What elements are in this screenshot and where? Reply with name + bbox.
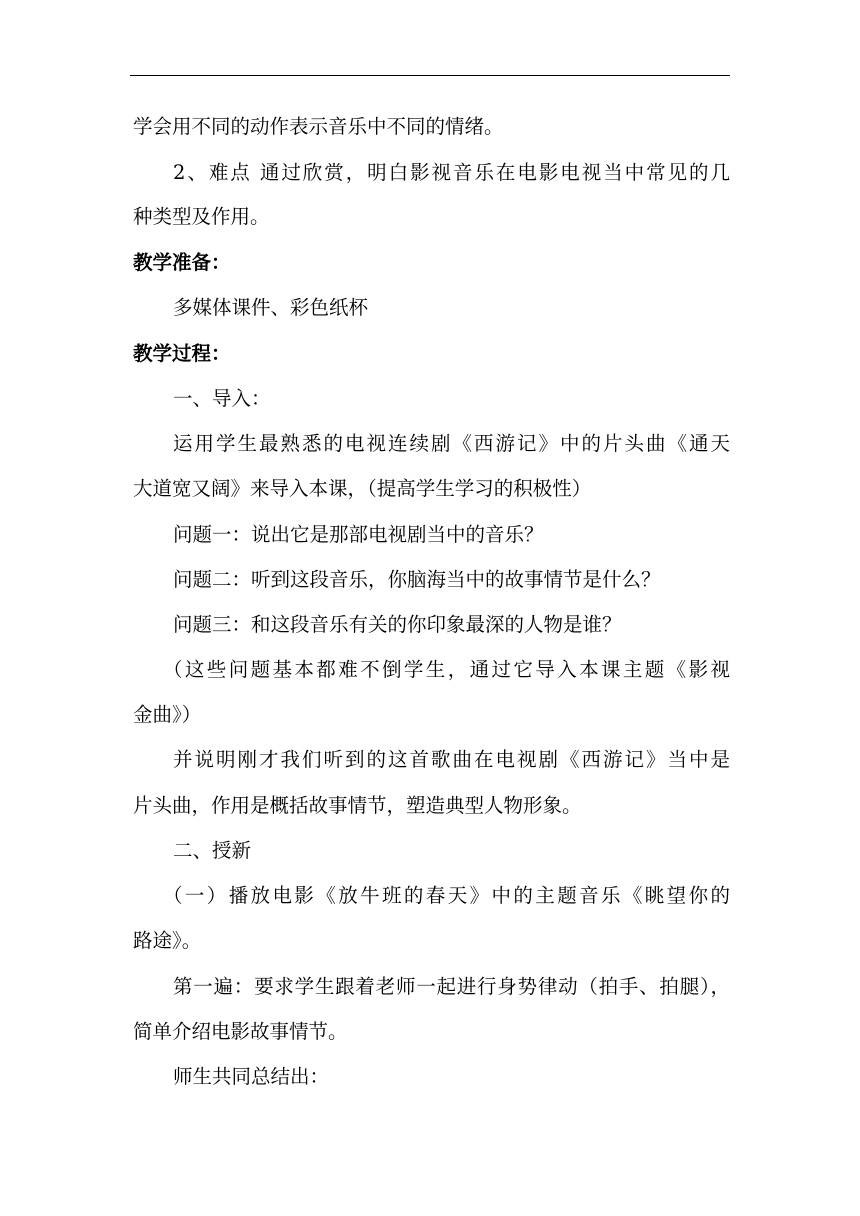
paragraph-line: 多媒体课件、彩色纸杯 (173, 296, 369, 319)
paragraph-line: （这些问题基本都难不倒学生，通过它导入本课主题《影视 (163, 658, 730, 681)
paragraph-line: 第一遍：要求学生跟着老师一起进行身势律动（拍手、拍腿）， (173, 975, 730, 998)
paragraph-line: 片头曲，作用是概括故事情节，塑造典型人物形象。 (133, 794, 582, 817)
paragraph-line: 简单介绍电影故事情节。 (133, 1020, 348, 1043)
paragraph-line: 路途》。 (133, 929, 202, 952)
paragraph-line: 金曲》） (133, 703, 202, 726)
paragraph-line: 一、导入： (173, 387, 271, 410)
paragraph-line: 运用学生最熟悉的电视连续剧《西游记》中的片头曲《通天 (173, 432, 730, 455)
paragraph-line: 学会用不同的动作表示音乐中不同的情绪。 (133, 115, 504, 138)
paragraph-line: （一）播放电影《放牛班的春天》中的主题音乐《眺望你的 (163, 884, 730, 907)
paragraph-line: 大道宽又阔》来导入本课，（提高学生学习的积极性） (133, 477, 592, 500)
header-rule (130, 75, 730, 76)
paragraph-line: 问题三：和这段音乐有关的你印象最深的人物是谁？ (173, 613, 622, 636)
paragraph-line: 师生共同总结出： (173, 1065, 330, 1088)
paragraph-line: 问题二：听到这段音乐，你脑海当中的故事情节是什么？ (173, 568, 661, 591)
paragraph-line: 问题一：说出它是那部电视剧当中的音乐？ (173, 523, 544, 546)
section-heading: 教学准备： (133, 251, 231, 274)
paragraph-line: 并说明刚才我们听到的这首歌曲在电视剧《西游记》当中是 (173, 748, 730, 771)
paragraph-line: 二、授新 (173, 839, 252, 862)
paragraph-line: 2、难点 通过欣赏，明白影视音乐在电影电视当中常见的几 (173, 161, 730, 184)
section-heading: 教学过程： (133, 342, 231, 365)
paragraph-line: 种类型及作用。 (133, 205, 270, 228)
